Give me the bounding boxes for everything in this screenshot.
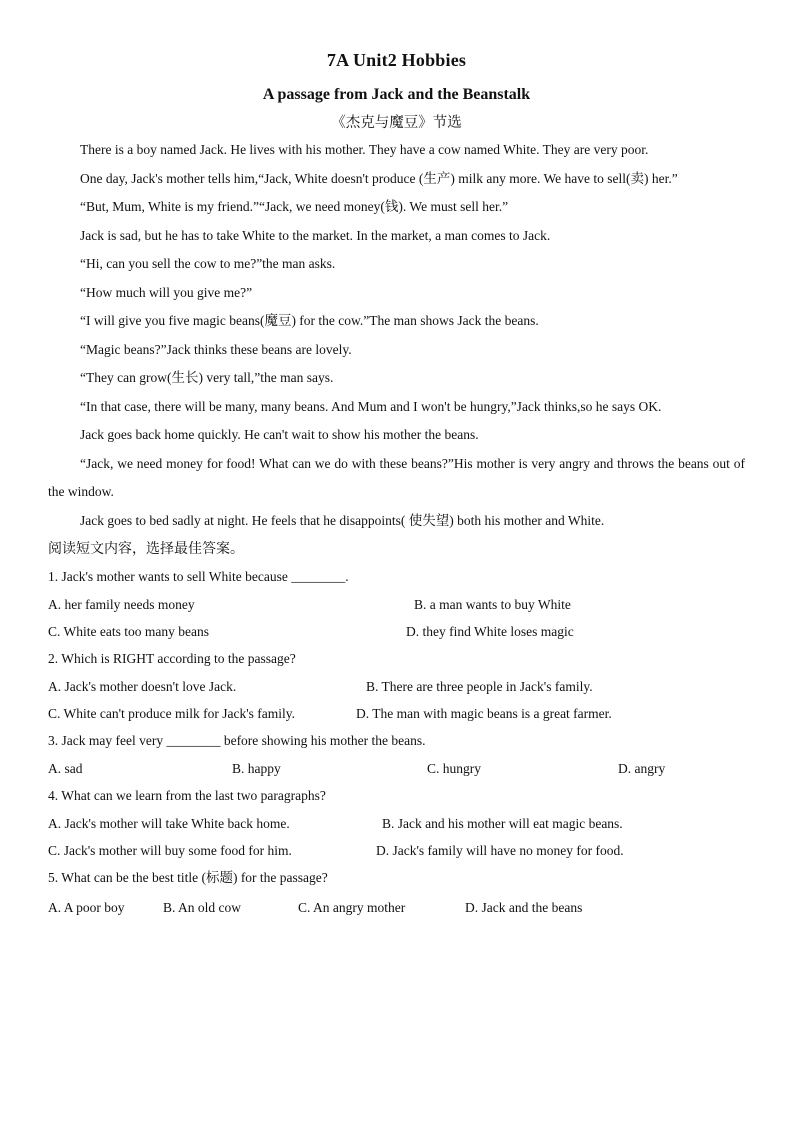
passage-paragraph: Jack is sad, but he has to take White to the market. In the market, a man comes to Jack.: [80, 227, 551, 243]
option-a[interactable]: A. sad: [48, 761, 83, 776]
option-d[interactable]: D. Jack and the beans: [465, 900, 583, 915]
option-c[interactable]: C. hungry: [427, 761, 481, 776]
passage-paragraph: “Jack, we need money for food! What can we do with these beans?”His mother is very angry and throws the beans out of the window.: [48, 455, 745, 499]
passage-paragraph: “Magic beans?”Jack thinks these beans are lovely.: [80, 341, 352, 357]
passage-paragraph: There is a boy named Jack. He lives with his mother. They have a cow named White. They are very poor.: [80, 142, 649, 157]
option-d[interactable]: D. they find White loses magic: [406, 624, 574, 639]
question-stem: 1. Jack's mother wants to sell White because ________.: [48, 569, 349, 584]
passage-subtitle: A passage from Jack and the Beanstalk: [262, 86, 531, 103]
passage-paragraph: Jack goes to bed sadly at night. He feels that he disappoints( 使失望) both his mother and White.: [80, 512, 605, 528]
question-stem: 5. What can be the best title (标题) for the passage?: [48, 870, 328, 885]
option-c[interactable]: C. Jack's mother will buy some food for him.: [48, 843, 292, 858]
option-d[interactable]: D. angry: [618, 761, 666, 776]
option-b[interactable]: B. An old cow: [163, 900, 242, 915]
passage-paragraph: Jack goes back home quickly. He can't wait to show his mother the beans.: [80, 427, 479, 442]
passage-paragraph: One day, Jack's mother tells him,“Jack, White doesn't produce (生产) milk any more. We have to sell(卖) her.”: [80, 170, 678, 186]
question-4: [48, 782, 745, 864]
passage-paragraph: “They can grow(生长) very tall,”the man says.: [80, 370, 334, 385]
passage-subtitle-cn: 《杰克与魔豆》节选: [331, 115, 462, 131]
question-stem: 3. Jack may feel very ________ before showing his mother the beans.: [48, 733, 426, 748]
option-b[interactable]: B. happy: [232, 761, 281, 776]
question-5: [48, 864, 745, 924]
option-a[interactable]: A. her family needs money: [48, 597, 195, 612]
passage-paragraph: “In that case, there will be many, many beans. And Mum and I won't be hungry,”Jack thinks,so he says OK.: [80, 398, 662, 414]
question-stem: 2. Which is RIGHT according to the passage?: [48, 651, 296, 666]
question-stem: 4. What can we learn from the last two paragraphs?: [48, 788, 326, 803]
option-a[interactable]: A. Jack's mother doesn't love Jack.: [48, 679, 237, 694]
passage: [48, 136, 745, 535]
passage-paragraph: “Hi, can you sell the cow to me?”the man asks.: [80, 256, 336, 271]
question-2: [48, 645, 745, 727]
page-title: 7A Unit2 Hobbies: [326, 50, 467, 70]
option-c[interactable]: C. White can't produce milk for Jack's family.: [48, 706, 296, 721]
option-b[interactable]: B. There are three people in Jack's family.: [366, 679, 593, 694]
question-3: [48, 727, 745, 782]
option-d[interactable]: D. The man with magic beans is a great farmer.: [356, 706, 612, 721]
option-b[interactable]: B. Jack and his mother will eat magic beans.: [382, 816, 623, 831]
option-b[interactable]: B. a man wants to buy White: [414, 597, 571, 612]
instruction: 阅读短文内容，选择最佳答案。: [48, 541, 244, 557]
option-a[interactable]: A. Jack's mother will take White back home.: [48, 816, 290, 831]
passage-paragraph: “I will give you five magic beans(魔豆) for the cow.”The man shows Jack the beans.: [80, 313, 539, 328]
option-d[interactable]: D. Jack's family will have no money for food.: [376, 843, 624, 858]
passage-paragraph: “But, Mum, White is my friend.”“Jack, we need money(钱). We must sell her.”: [80, 199, 509, 214]
option-c[interactable]: C. An angry mother: [298, 900, 406, 915]
option-a[interactable]: A. A poor boy: [48, 900, 125, 915]
option-c[interactable]: C. White eats too many beans: [48, 624, 209, 639]
passage-paragraph: “How much will you give me?”: [80, 284, 253, 300]
question-1: [48, 563, 745, 645]
